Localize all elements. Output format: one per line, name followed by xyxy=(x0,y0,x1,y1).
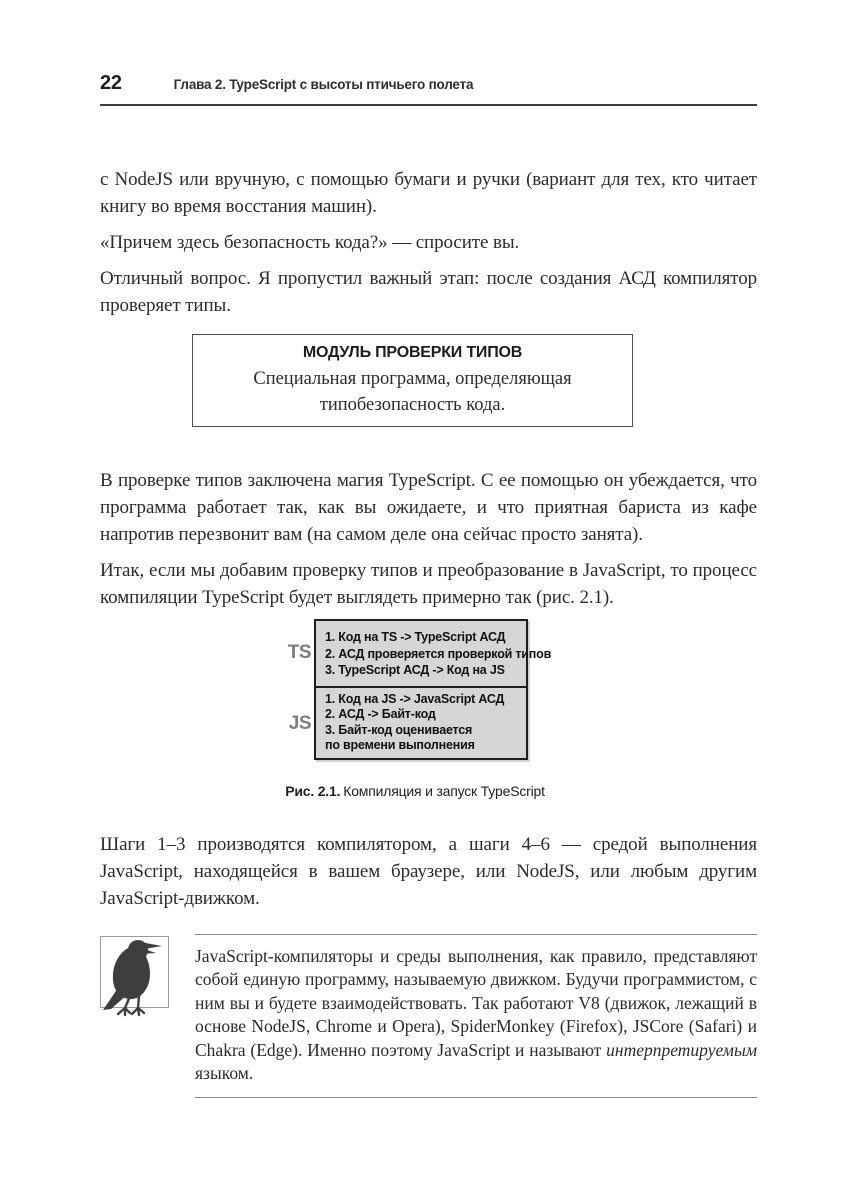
paragraph-2: «Причем здесь безопасность кода?» — спросите вы. xyxy=(100,232,520,253)
note-text-start: JavaScript-компиляторы и среды выполнения, как правило, представляют собой единую программу, называемую движком. Будучи программистом, с ним вы и будете взаимодействовать. Так работают V8 (движок, лежащий в основе NodeJS, Chrome и Opera), SpiderMonkey (Firefox), JSCore (Safari) и Chakra (Edge). Именно поэтому JavaScript и называют xyxy=(195,945,757,1060)
paragraph-6: Шаги 1–3 производятся компилятором, а шаги 4–6 — средой выполнения JavaScript, находящейся в вашем браузере, или NodeJS, или любым другим JavaScript-движком. xyxy=(100,833,757,909)
figure-caption-number: Рис. 2.1. xyxy=(285,782,341,799)
page-number: 22 xyxy=(100,72,122,94)
note-text xyxy=(195,934,757,1098)
figure-caption-text: Компиляция и запуск TypeScript xyxy=(343,782,545,799)
figure-ts-step: 1. Код на TS -> TypeScript АСД xyxy=(325,630,506,644)
definition-box-body: Специальная программа, определяющая типобезопасность кода. xyxy=(253,369,572,415)
figure-js-step: 1. Код на JS -> JavaScript АСД xyxy=(325,691,505,706)
note-block xyxy=(100,934,757,1098)
note-icon-cell xyxy=(100,934,195,1098)
paragraph-5: Итак, если мы добавим проверку типов и преобразование в JavaScript, то процесс компиляции TypeScript будет выглядеть примерно так (рис. 2.1). xyxy=(100,560,757,608)
definition-box xyxy=(192,334,633,427)
paragraph-1: с NodeJS или вручную, с помощью бумаги и ручки (вариант для тех, кто читает книгу во время восстания машин). xyxy=(100,169,757,217)
paragraph-4: В проверке типов заключена магия TypeScript. С ее помощью он убеждается, что программа работает так, как вы ожидаете, и что приятная бариста из кафе напротив перезвонит вам (на самом деле она сейчас просто занята). xyxy=(100,470,757,545)
crow-icon xyxy=(100,936,169,1008)
figure-ts-step: 2. АСД проверяется проверкой типов xyxy=(325,646,552,661)
note-text-end: языком. xyxy=(195,1063,254,1083)
figure-js-step: по времени выполнения xyxy=(325,738,475,752)
figure-js-step: 3. Байт-код оценивается xyxy=(325,722,473,737)
chapter-title: Глава 2. TypeScript с высоты птичьего полета xyxy=(173,77,474,92)
figure-ts-step: 3. TypeScript АСД -> Код на JS xyxy=(325,663,505,677)
note-text-italic: интерпретируемым xyxy=(606,1039,757,1060)
page-header xyxy=(100,72,757,106)
figure-js-label: JS xyxy=(288,712,311,734)
figure-2-1 xyxy=(285,619,757,760)
figure-caption xyxy=(275,783,555,799)
figure-js-step: 2. АСД -> Байт-код xyxy=(325,707,436,721)
figure-ts-label: TS xyxy=(287,642,311,664)
definition-box-title: МОДУЛЬ ПРОВЕРКИ ТИПОВ xyxy=(302,344,523,361)
figure-js-box xyxy=(314,688,528,760)
figure-ts-box xyxy=(314,619,552,688)
paragraph-3: Отличный вопрос. Я пропустил важный этап: после создания АСД компилятор проверяет типы. xyxy=(100,268,757,316)
